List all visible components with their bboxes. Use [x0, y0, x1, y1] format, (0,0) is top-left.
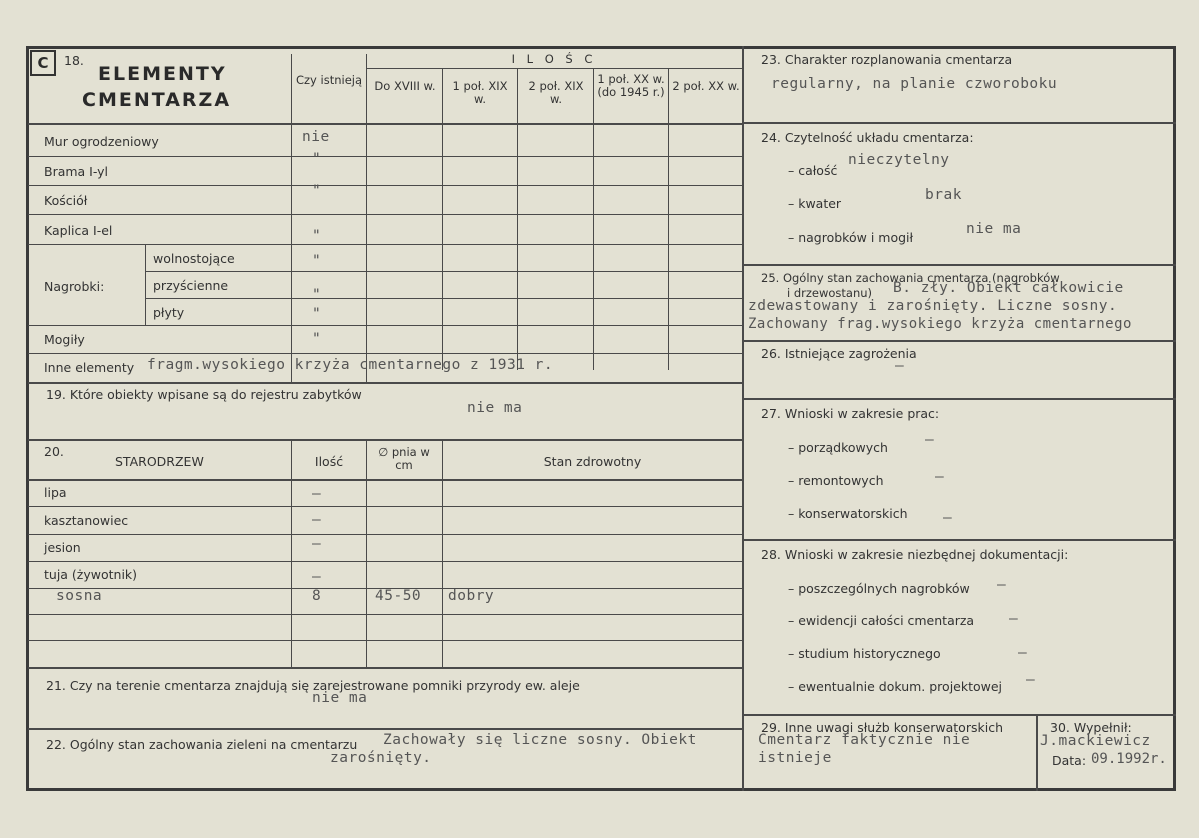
s20-col-line	[366, 441, 367, 667]
s30-date-label: Data:	[1052, 753, 1087, 768]
s24-item-label: – nagrobków i mogił	[788, 230, 914, 245]
s29-label: 29. Inne uwagi służb konserwatorskich	[761, 720, 1003, 735]
s20-col-line	[442, 441, 443, 667]
s21-label: 21. Czy na terenie cmentarza znajdują się zarejestrowane pomniki przyrody ew. aleje	[46, 678, 580, 693]
s25-bottom	[744, 340, 1176, 342]
nagrobki-divider	[145, 244, 146, 325]
period-4: 2 poł. XX w.	[672, 79, 740, 93]
s29-value-1: Cmentarz faktycznie nie	[758, 732, 971, 748]
row-label: Kaplica I-el	[44, 223, 113, 238]
s29-value-2: istnieje	[758, 750, 832, 766]
s23-label: 23. Charakter rozplanowania cmentarza	[761, 52, 1013, 67]
s28-item-label: – studium historycznego	[788, 646, 941, 661]
tree-stan: dobry	[448, 588, 495, 604]
row-line	[28, 534, 742, 535]
s25-value-3: Zachowany frag.wysokiego krzyża cmentarnego	[748, 316, 1132, 332]
inne-value: fragm.wysokiego krzyża cmentarnego z 1931 r.	[147, 357, 554, 373]
period-2: 2 poł. XIX w.	[528, 79, 584, 106]
tree-ilosc: –	[312, 486, 322, 502]
s20-number: 20.	[44, 444, 64, 459]
ilosc-underline	[366, 68, 742, 69]
s20-col-pien: ∅ pnia w cm	[378, 445, 430, 472]
s30-label: 30. Wypełnił:	[1050, 720, 1132, 735]
s30-name: J.mackiewicz	[1040, 733, 1151, 749]
row-line	[28, 561, 742, 562]
row-value: nie	[302, 129, 330, 145]
tree-name: lipa	[44, 485, 67, 500]
row-value: "	[312, 228, 322, 244]
tree-name: kasztanowiec	[44, 513, 129, 528]
s19-bottom	[28, 439, 742, 441]
nagrobki-label: Nagrobki:	[44, 279, 105, 294]
row-value: "	[312, 287, 322, 303]
s20-col-line	[291, 441, 292, 667]
s20-col-stan: Stan zdrowotny	[543, 454, 642, 469]
s23-value: regularny, na planie czworoboku	[771, 76, 1058, 92]
tree-name: tuja (żywotnik)	[44, 567, 138, 582]
row-label: Mogiły	[44, 332, 85, 347]
s22-label: 22. Ogólny stan zachowania zieleni na cmentarzu	[46, 737, 358, 752]
s30-date: 09.1992r.	[1091, 751, 1167, 767]
s23-bottom	[744, 122, 1176, 124]
tree-pien: 45-50	[375, 588, 422, 604]
s24-label: 24. Czytelność układu cmentarza:	[761, 130, 974, 145]
s21-bottom	[28, 728, 742, 730]
tree-name: sosna	[56, 588, 103, 604]
s26-bottom	[744, 398, 1176, 400]
s22-value-1: Zachowały się liczne sosny. Obiekt	[383, 732, 697, 748]
s28-bottom	[744, 714, 1176, 716]
row-label: przyścienne	[153, 278, 229, 293]
row-value: "	[312, 253, 322, 269]
row-line	[28, 185, 742, 186]
s24-bottom	[744, 264, 1176, 266]
s24-item-value: nie ma	[966, 221, 1022, 237]
tree-name: jesion	[44, 540, 81, 555]
s22-value-2: zarośnięty.	[330, 750, 432, 766]
row-line	[28, 506, 742, 507]
s28-item-value: –	[1026, 672, 1036, 688]
s27-item-value: –	[935, 469, 945, 485]
row-line	[28, 640, 742, 641]
row-line	[28, 156, 742, 157]
s27-item-label: – remontowych	[788, 473, 884, 488]
s28-item-value: –	[1018, 645, 1028, 661]
row-line	[145, 271, 742, 272]
row-line	[145, 298, 742, 299]
row-line	[28, 244, 742, 245]
tree-ilosc: –	[312, 569, 322, 585]
period-3: 1 poł. XX w. (do 1945 r.)	[597, 72, 665, 99]
s27-item-value: –	[925, 432, 935, 448]
s28-label: 28. Wnioski w zakresie niezbędnej dokumentacji:	[761, 547, 1069, 562]
s20-header-bottom	[28, 479, 742, 481]
s25-value-1: B. zły. Obiekt całkowicie	[893, 280, 1124, 296]
row-label: wolnostojące	[153, 251, 235, 266]
center-divider	[742, 46, 744, 791]
s27-label: 27. Wnioski w zakresie prac:	[761, 406, 940, 421]
row-label: Mur ogrodzeniowy	[44, 134, 159, 149]
s21-value: nie ma	[312, 690, 368, 706]
row-line	[28, 325, 742, 326]
s18-title-1: ELEMENTY	[98, 63, 227, 85]
period-1: 1 poł. XIX w.	[452, 79, 508, 106]
s20-col-ilosc: Ilość	[314, 454, 344, 469]
s18-col-line	[291, 54, 292, 384]
s28-item-value: –	[1009, 611, 1019, 627]
row-value: "	[312, 151, 322, 167]
inne-label: Inne elementy	[44, 360, 135, 375]
row-value: "	[312, 331, 322, 347]
s27-item-label: – konserwatorskich	[788, 506, 908, 521]
s28-item-value: –	[997, 577, 1007, 593]
s24-item-value: brak	[925, 187, 962, 203]
row-label: Brama I-yl	[44, 164, 109, 179]
s26-value: –	[895, 358, 905, 374]
s18-header-bottom	[28, 123, 742, 125]
row-value: "	[312, 306, 322, 322]
s25-label-2: i drzewostanu)	[787, 286, 873, 300]
s28-item-label: – ewentualnie dokum. projektowej	[788, 679, 1003, 694]
row-label: płyty	[153, 305, 185, 320]
tree-ilosc: –	[312, 536, 322, 552]
card-letter: C	[30, 50, 56, 76]
s18-col-line	[366, 54, 367, 384]
tree-ilosc: 8	[312, 588, 322, 604]
row-label: Kościół	[44, 193, 88, 208]
s24-item-label: – kwater	[788, 196, 842, 211]
s19-label: 19. Które obiekty wpisane są do rejestru zabytków	[46, 387, 362, 402]
col-exists: Czy istnieją	[295, 73, 363, 87]
s27-item-label: – porządkowych	[788, 440, 888, 455]
tree-ilosc: –	[312, 512, 322, 528]
s29-s30-divider	[1036, 714, 1038, 791]
s24-item-value: nieczytelny	[848, 152, 950, 168]
period-0: Do XVIII w.	[374, 79, 436, 93]
s25-label-1: 25. Ogólny stan zachowania cmentarza (nagrobków	[761, 271, 1060, 285]
s25-value-2: zdewastowany i zarośnięty. Liczne sosny.	[748, 298, 1118, 314]
row-value: "	[312, 183, 322, 199]
ilosc-header: I L O Ś C	[511, 52, 597, 66]
s18-bottom	[28, 382, 742, 384]
row-line	[28, 353, 742, 354]
s20-title: STARODRZEW	[115, 454, 204, 469]
s28-item-label: – poszczególnych nagrobków	[788, 581, 970, 596]
s24-item-label: – całość	[788, 163, 838, 178]
s18-title-2: CMENTARZA	[82, 89, 232, 111]
s19-value: nie ma	[467, 400, 523, 416]
s28-item-label: – ewidencji całości cmentarza	[788, 613, 975, 628]
row-line	[28, 614, 742, 615]
s20-bottom	[28, 667, 742, 669]
s27-bottom	[744, 539, 1176, 541]
row-line	[28, 214, 742, 215]
s26-label: 26. Istniejące zagrożenia	[761, 346, 917, 361]
s27-item-value: –	[943, 510, 953, 526]
s18-number: 18.	[64, 53, 84, 68]
